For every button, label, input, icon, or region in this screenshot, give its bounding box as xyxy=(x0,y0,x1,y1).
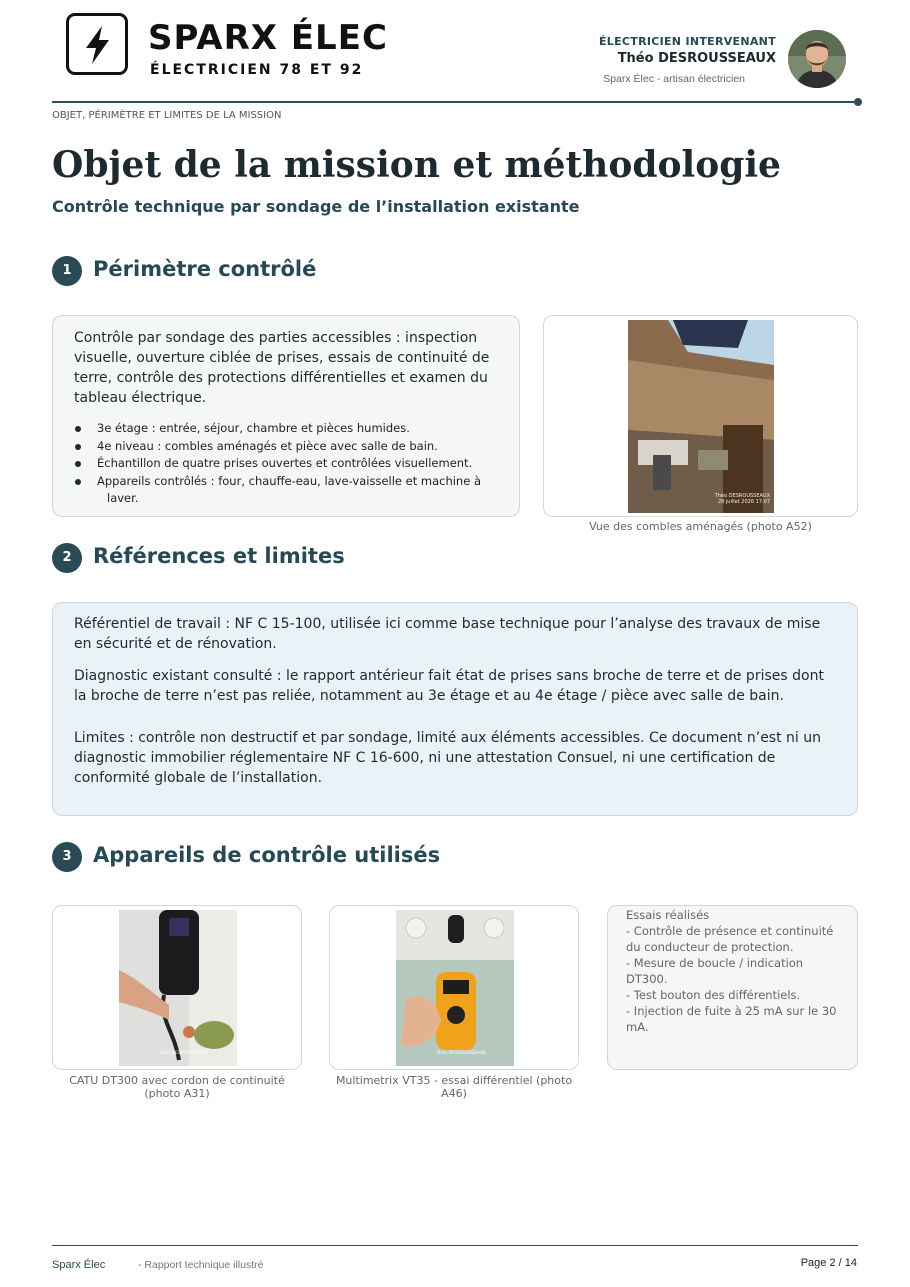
tests-heading: Essais réalisés xyxy=(626,908,710,922)
tests-line: - Contrôle de présence et continuité xyxy=(626,924,834,938)
photo-card xyxy=(329,905,579,1070)
tests-box xyxy=(607,905,858,1070)
photo-card xyxy=(52,905,302,1070)
catu-photo xyxy=(119,910,237,1066)
list-item xyxy=(53,473,503,508)
electrician-name: Théo DESROUSSEAUX xyxy=(617,51,776,66)
limits-paragraph: Limites : contrôle non destructif et par sondage, limité aux éléments accessibles. Ce document n’est ni un diagnostic immobilier réglementaire NF C 16-600, ni une attestation Consuel, ni une certification de conformité globale de l’installation. xyxy=(74,730,821,786)
tests-line: - Injection de fuite à 25 mA sur le 30 xyxy=(626,1004,837,1018)
section-number-badge: 3 xyxy=(52,842,82,872)
avatar xyxy=(788,30,846,88)
brand-subtitle: ÉLECTRICIEN 78 ET 92 xyxy=(150,62,364,78)
tests-line: mA. xyxy=(626,1020,649,1034)
footer-divider xyxy=(52,1245,858,1246)
page-subtitle: Contrôle technique par sondage de l’installation existante xyxy=(52,197,580,216)
tests-line: DT300. xyxy=(626,972,668,986)
list-item-line: Appareils contrôlés : four, chauffe-eau, lave-vaisselle et machine à xyxy=(97,473,481,488)
perimeter-intro: Contrôle par sondage des parties accessibles : inspection visuelle, ouverture ciblée de prises, essais de continuité de terre, contrôle des protections différentielles et examen du tableau électrique. xyxy=(74,330,490,406)
photo-watermark: Théo DESROUSSEAUX xyxy=(159,1051,209,1056)
perimeter-list xyxy=(53,420,503,508)
brand-name: SPARX ÉLEC xyxy=(148,18,388,58)
existing-diagnostic-paragraph: Diagnostic existant consulté : le rapport antérieur fait état de prises sans broche de terre et de prises dont la broche de terre n’est pas reliée, notamment au 3e étage et au 4e étage / pièce avec salle de bain. xyxy=(74,668,824,704)
page-title: Objet de la mission et méthodologie xyxy=(52,144,781,186)
electrician-company: Sparx Élec - artisan électricien xyxy=(603,73,745,85)
header-divider-dot xyxy=(854,98,862,106)
list-item: 3e étage : entrée, séjour, chambre et pièces humides. xyxy=(53,420,503,438)
lightning-bolt-icon xyxy=(81,25,113,65)
photo-caption: Vue des combles aménagés (photo A52) xyxy=(589,520,812,533)
footer-company: Sparx Élec xyxy=(52,1259,106,1271)
tests-text xyxy=(626,907,851,1035)
references-box xyxy=(52,602,858,816)
photo-caption: CATU DT300 avec cordon de continuité (photo A31) xyxy=(69,1074,285,1100)
page-number: Page 2 / 14 xyxy=(800,1257,857,1269)
photo-watermark: Théo DESROUSSEAUX xyxy=(714,493,770,499)
footer-document-type: - Rapport technique illustré xyxy=(138,1259,264,1271)
reference-paragraph: Référentiel de travail : NF C 15-100, utilisée ici comme base technique pour l’analyse des travaux de mise en sécurité et de rénovation. xyxy=(74,616,821,652)
brand-logo xyxy=(66,13,128,75)
photo-watermark: 28 juillet 2026 17:07 xyxy=(717,499,770,505)
list-item-line: laver. xyxy=(107,491,139,505)
photo-watermark: Théo DESROUSSEAUX xyxy=(436,1051,486,1056)
photo-card xyxy=(543,315,858,517)
section-title: Références et limites xyxy=(93,544,345,568)
section-title: Appareils de contrôle utilisés xyxy=(93,843,441,867)
attic-photo xyxy=(628,320,774,513)
list-item: 4e niveau : combles aménagés et pièce avec salle de bain. xyxy=(53,438,503,456)
section-number-badge: 2 xyxy=(52,543,82,573)
breadcrumb: OBJET, PÉRIMÈTRE ET LIMITES DE LA MISSION xyxy=(52,110,282,121)
electrician-role: ÉLECTRICIEN INTERVENANT xyxy=(598,35,776,48)
section-title: Périmètre contrôlé xyxy=(93,257,317,281)
tests-line: - Mesure de boucle / indication xyxy=(626,956,804,970)
perimeter-box xyxy=(52,315,520,517)
multimetrix-photo xyxy=(396,910,514,1066)
section-number-badge: 1 xyxy=(52,256,82,286)
tests-line: - Test bouton des différentiels. xyxy=(626,988,801,1002)
list-item: Échantillon de quatre prises ouvertes et contrôlées visuellement. xyxy=(53,455,503,473)
header-divider xyxy=(52,101,858,103)
tests-line: du conducteur de protection. xyxy=(626,940,794,954)
photo-caption: Multimetrix VT35 - essai différentiel (photo A46) xyxy=(335,1074,573,1100)
